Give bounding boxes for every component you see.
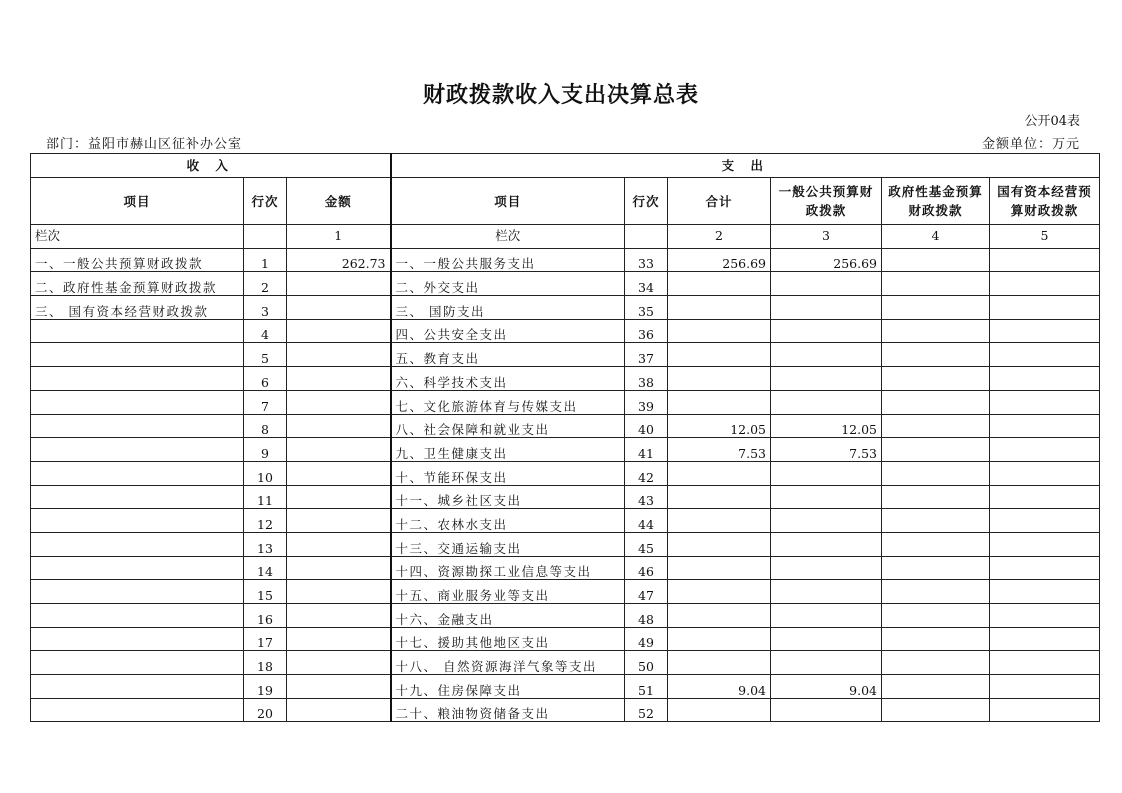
expense-item-cell: 十九、住房保障支出 — [391, 675, 625, 699]
total-amount-cell — [668, 319, 771, 343]
state-capital-cell — [990, 438, 1100, 462]
income-item-cell: 二、政府性基金预算财政拨款 — [31, 272, 244, 296]
income-amount-cell — [287, 319, 391, 343]
fund-budget-cell — [882, 532, 990, 556]
income-row-number-cell: 10 — [244, 461, 287, 485]
expense-item-cell: 七、文化旅游体育与传媒支出 — [391, 390, 625, 414]
table-row — [31, 319, 1100, 343]
expense-item-cell: 四、公共安全支出 — [391, 319, 625, 343]
fund-budget-cell — [882, 438, 990, 462]
fund-budget-cell — [882, 580, 990, 604]
table-row — [31, 438, 1100, 462]
expense-row-number-cell: 43 — [625, 485, 668, 509]
income-row-number-cell: 8 — [244, 414, 287, 438]
income-item-cell: 一、一般公共预算财政拨款 — [31, 248, 244, 272]
income-item-cell — [31, 627, 244, 651]
total-amount-cell — [668, 485, 771, 509]
expense-row-number-cell: 50 — [625, 651, 668, 675]
fund-budget-cell — [882, 509, 990, 533]
state-capital-cell — [990, 509, 1100, 533]
expense-item-cell: 八、社会保障和就业支出 — [391, 414, 625, 438]
general-budget-cell — [771, 390, 882, 414]
expense-item-cell: 十三、交通运输支出 — [391, 532, 625, 556]
income-amount-cell — [287, 604, 391, 628]
income-row-number-cell: 3 — [244, 296, 287, 320]
general-budget-cell — [771, 296, 882, 320]
total-amount-cell — [668, 461, 771, 485]
income-amount-cell — [287, 532, 391, 556]
income-amount-cell — [287, 296, 391, 320]
income-row-number-cell: 9 — [244, 438, 287, 462]
table-row — [31, 698, 1100, 722]
form-number: 公开04表 — [1024, 114, 1080, 129]
expense-row-number-cell: 47 — [625, 580, 668, 604]
income-amount-cell — [287, 698, 391, 722]
col-header-fund-budget: 政府性基金预算财政拨款 — [882, 178, 990, 225]
income-item-cell — [31, 414, 244, 438]
general-budget-cell: 12.05 — [771, 414, 882, 438]
expense-item-cell: 十六、金融支出 — [391, 604, 625, 628]
state-capital-cell — [990, 651, 1100, 675]
income-row-number-cell: 20 — [244, 698, 287, 722]
expense-item-cell: 十八、 自然资源海洋气象等支出 — [391, 651, 625, 675]
amount-index-number: 1 — [287, 225, 391, 249]
general-budget-cell — [771, 604, 882, 628]
total-amount-cell — [668, 509, 771, 533]
income-row-number-cell: 1 — [244, 248, 287, 272]
general-budget-cell: 256.69 — [771, 248, 882, 272]
fund-budget-cell — [882, 296, 990, 320]
expense-row-number-cell: 35 — [625, 296, 668, 320]
total-amount-cell — [668, 556, 771, 580]
total-amount-cell — [668, 367, 771, 391]
budget-table — [30, 153, 1100, 722]
table-row — [31, 248, 1100, 272]
income-amount-cell — [287, 580, 391, 604]
income-amount-cell — [287, 461, 391, 485]
page-title: 财政拨款收入支出决算总表 — [422, 83, 699, 108]
general-budget-cell — [771, 461, 882, 485]
income-row-number-cell: 17 — [244, 627, 287, 651]
table-row — [31, 485, 1100, 509]
col-header-income-amount: 金额 — [287, 178, 391, 225]
income-row-number-cell: 19 — [244, 675, 287, 699]
expense-item-cell: 一、一般公共服务支出 — [391, 248, 625, 272]
expense-row-number-cell: 38 — [625, 367, 668, 391]
expense-row-number-cell: 33 — [625, 248, 668, 272]
header-row-index — [31, 225, 1100, 249]
table-row — [31, 509, 1100, 533]
income-item-cell — [31, 319, 244, 343]
income-amount-cell — [287, 651, 391, 675]
income-item-cell — [31, 438, 244, 462]
total-amount-cell — [668, 651, 771, 675]
general-budget-cell — [771, 627, 882, 651]
table-row — [31, 390, 1100, 414]
table-row — [31, 604, 1100, 628]
state-capital-cell — [990, 272, 1100, 296]
income-item-cell — [31, 651, 244, 675]
income-index-label: 栏次 — [31, 225, 244, 249]
fund-budget-cell — [882, 414, 990, 438]
general-budget-cell — [771, 343, 882, 367]
expense-row-number-cell: 34 — [625, 272, 668, 296]
fund-budget-cell — [882, 698, 990, 722]
income-row-number-cell: 14 — [244, 556, 287, 580]
table-row — [31, 580, 1100, 604]
state-capital-cell — [990, 485, 1100, 509]
general-index-number: 3 — [771, 225, 882, 249]
expense-item-cell: 五、教育支出 — [391, 343, 625, 367]
col-header-total: 合计 — [668, 178, 771, 225]
expense-item-cell: 九、卫生健康支出 — [391, 438, 625, 462]
income-item-cell — [31, 580, 244, 604]
table-row — [31, 532, 1100, 556]
fund-budget-cell — [882, 390, 990, 414]
income-amount-cell — [287, 272, 391, 296]
general-budget-cell: 7.53 — [771, 438, 882, 462]
expense-row-number-cell: 41 — [625, 438, 668, 462]
col-header-expense-item: 项目 — [391, 178, 625, 225]
state-capital-cell — [990, 532, 1100, 556]
income-item-cell — [31, 390, 244, 414]
income-row-number-cell: 4 — [244, 319, 287, 343]
fund-budget-cell — [882, 651, 990, 675]
fund-budget-cell — [882, 248, 990, 272]
state-capital-cell — [990, 390, 1100, 414]
income-row-number-cell: 18 — [244, 651, 287, 675]
general-budget-cell — [771, 367, 882, 391]
col-header-state-capital: 国有资本经营预算财政拨款 — [990, 178, 1100, 225]
total-amount-cell — [668, 343, 771, 367]
general-budget-cell — [771, 532, 882, 556]
general-budget-cell — [771, 509, 882, 533]
state-capital-cell — [990, 675, 1100, 699]
state-index-number: 5 — [990, 225, 1100, 249]
expense-row-number-cell: 40 — [625, 414, 668, 438]
income-item-cell — [31, 532, 244, 556]
state-capital-cell — [990, 698, 1100, 722]
fund-budget-cell — [882, 556, 990, 580]
income-row-number-cell: 7 — [244, 390, 287, 414]
general-budget-cell — [771, 651, 882, 675]
state-capital-cell — [990, 367, 1100, 391]
expense-row-number-cell: 37 — [625, 343, 668, 367]
expense-item-cell: 十、节能环保支出 — [391, 461, 625, 485]
header-row-columns — [31, 178, 1100, 225]
general-budget-cell — [771, 272, 882, 296]
income-row-number-cell: 15 — [244, 580, 287, 604]
income-section-header: 收 入 — [31, 154, 391, 178]
table-row — [31, 675, 1100, 699]
general-budget-cell — [771, 556, 882, 580]
total-amount-cell: 7.53 — [668, 438, 771, 462]
income-item-cell — [31, 675, 244, 699]
expense-row-number-cell: 46 — [625, 556, 668, 580]
income-amount-cell — [287, 485, 391, 509]
total-amount-cell — [668, 390, 771, 414]
state-capital-cell — [990, 296, 1100, 320]
fund-budget-cell — [882, 272, 990, 296]
income-row-number-cell: 2 — [244, 272, 287, 296]
expense-item-cell: 十四、资源勘探工业信息等支出 — [391, 556, 625, 580]
fund-budget-cell — [882, 485, 990, 509]
income-row-number-cell: 16 — [244, 604, 287, 628]
income-row-number-cell: 13 — [244, 532, 287, 556]
income-amount-cell — [287, 438, 391, 462]
income-amount-cell — [287, 390, 391, 414]
expense-item-cell: 三、 国防支出 — [391, 296, 625, 320]
table-row — [31, 272, 1100, 296]
general-budget-cell — [771, 698, 882, 722]
fund-budget-cell — [882, 604, 990, 628]
income-item-cell — [31, 485, 244, 509]
income-item-cell — [31, 604, 244, 628]
state-capital-cell — [990, 414, 1100, 438]
expense-index-label: 栏次 — [391, 225, 625, 249]
expense-row-number-cell: 36 — [625, 319, 668, 343]
total-amount-cell — [668, 604, 771, 628]
income-item-cell — [31, 556, 244, 580]
income-item-cell: 三、 国有资本经营财政拨款 — [31, 296, 244, 320]
total-amount-cell — [668, 627, 771, 651]
total-amount-cell — [668, 698, 771, 722]
general-budget-cell — [771, 580, 882, 604]
total-amount-cell — [668, 580, 771, 604]
income-item-cell — [31, 509, 244, 533]
expense-item-cell: 十二、农林水支出 — [391, 509, 625, 533]
expense-row-number-cell: 49 — [625, 627, 668, 651]
expense-item-cell: 六、科学技术支出 — [391, 367, 625, 391]
income-amount-cell — [287, 367, 391, 391]
income-item-cell — [31, 698, 244, 722]
fund-budget-cell — [882, 319, 990, 343]
table-row — [31, 343, 1100, 367]
expense-item-cell: 二、外交支出 — [391, 272, 625, 296]
total-amount-cell: 256.69 — [668, 248, 771, 272]
general-budget-cell — [771, 485, 882, 509]
table-row — [31, 651, 1100, 675]
income-amount-cell: 262.73 — [287, 248, 391, 272]
expense-row-number-cell: 51 — [625, 675, 668, 699]
total-amount-cell — [668, 296, 771, 320]
header-row-sections — [31, 154, 1100, 178]
expense-row-number-cell: 45 — [625, 532, 668, 556]
expense-item-cell: 二十、粮油物资储备支出 — [391, 698, 625, 722]
table-row — [31, 556, 1100, 580]
total-amount-cell: 9.04 — [668, 675, 771, 699]
income-item-cell — [31, 343, 244, 367]
fund-budget-cell — [882, 675, 990, 699]
state-capital-cell — [990, 248, 1100, 272]
income-row-number-cell: 12 — [244, 509, 287, 533]
general-budget-cell: 9.04 — [771, 675, 882, 699]
state-capital-cell — [990, 627, 1100, 651]
col-header-general-budget: 一般公共预算财政拨款 — [771, 178, 882, 225]
fund-budget-cell — [882, 461, 990, 485]
department-label: 部门：益阳市赫山区征补办公室 — [46, 137, 243, 152]
unit-label: 金额单位：万元 — [981, 137, 1080, 152]
table-row — [31, 461, 1100, 485]
general-budget-cell — [771, 319, 882, 343]
state-capital-cell — [990, 580, 1100, 604]
state-capital-cell — [990, 556, 1100, 580]
table-row — [31, 627, 1100, 651]
state-capital-cell — [990, 319, 1100, 343]
expense-row-number-cell: 42 — [625, 461, 668, 485]
state-capital-cell — [990, 343, 1100, 367]
expense-item-cell: 十七、援助其他地区支出 — [391, 627, 625, 651]
expense-row-number-cell: 52 — [625, 698, 668, 722]
expense-section-header: 支 出 — [391, 154, 1100, 178]
income-amount-cell — [287, 414, 391, 438]
income-row-number-cell: 6 — [244, 367, 287, 391]
income-amount-cell — [287, 627, 391, 651]
income-item-cell — [31, 367, 244, 391]
fund-index-number: 4 — [882, 225, 990, 249]
col-header-income-item: 项目 — [31, 178, 244, 225]
income-row-number-cell: 5 — [244, 343, 287, 367]
expense-row-number-cell: 48 — [625, 604, 668, 628]
income-amount-cell — [287, 556, 391, 580]
col-header-expense-row: 行次 — [625, 178, 668, 225]
table-row — [31, 367, 1100, 391]
income-amount-cell — [287, 675, 391, 699]
fund-budget-cell — [882, 367, 990, 391]
state-capital-cell — [990, 461, 1100, 485]
expense-item-cell: 十一、城乡社区支出 — [391, 485, 625, 509]
expense-item-cell: 十五、商业服务业等支出 — [391, 580, 625, 604]
table-body — [31, 248, 1100, 722]
fund-budget-cell — [882, 627, 990, 651]
state-capital-cell — [990, 604, 1100, 628]
table-row — [31, 414, 1100, 438]
expense-row-number-cell: 44 — [625, 509, 668, 533]
total-amount-cell — [668, 272, 771, 296]
income-row-number-cell: 11 — [244, 485, 287, 509]
total-index-number: 2 — [668, 225, 771, 249]
income-amount-cell — [287, 343, 391, 367]
total-amount-cell — [668, 532, 771, 556]
fund-budget-cell — [882, 343, 990, 367]
col-header-income-row: 行次 — [244, 178, 287, 225]
table-row — [31, 296, 1100, 320]
income-item-cell — [31, 461, 244, 485]
income-amount-cell — [287, 509, 391, 533]
total-amount-cell: 12.05 — [668, 414, 771, 438]
expense-row-number-cell: 39 — [625, 390, 668, 414]
